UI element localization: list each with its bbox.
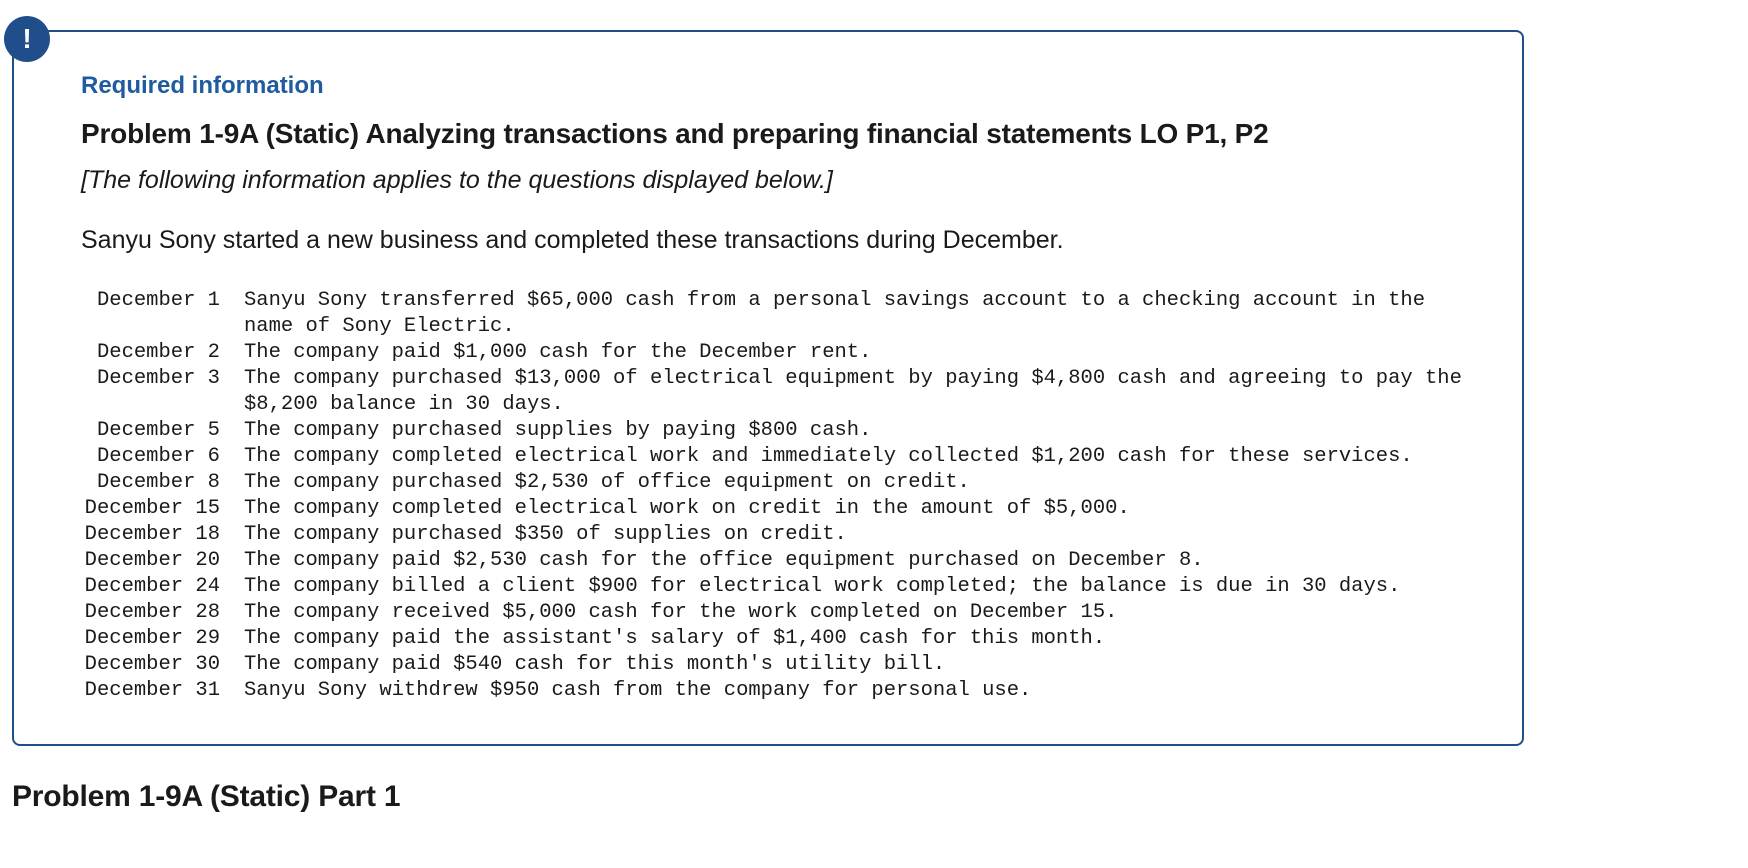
transaction-date: December 15 <box>84 497 220 520</box>
transaction-date: December 29 <box>84 627 220 650</box>
transaction-date: December 1 <box>96 289 220 312</box>
transaction-row <box>80 652 1464 678</box>
transaction-row <box>80 418 1464 444</box>
transaction-row <box>80 574 1464 600</box>
transaction-date: December 31 <box>84 679 220 702</box>
transaction-description: The company completed electrical work on credit in the amount of $5,000. <box>244 497 1130 520</box>
transaction-row <box>80 600 1464 626</box>
transaction-date: December 28 <box>84 601 220 624</box>
transaction-date: December 5 <box>96 419 220 442</box>
part-heading: Problem 1-9A (Static) Part 1 <box>12 780 401 813</box>
transaction-row <box>80 678 1464 704</box>
transaction-description: The company purchased $350 of supplies on credit. <box>244 523 847 546</box>
transaction-date: December 3 <box>96 367 220 390</box>
intro-text: Sanyu Sony started a new business and completed these transactions during December. <box>81 226 1064 254</box>
intro-note: [The following information applies to the questions displayed below.] <box>81 166 833 194</box>
transaction-description: The company received $5,000 cash for the work completed on December 15. <box>244 601 1118 624</box>
problem-title: Problem 1-9A (Static) Analyzing transactions and preparing financial statements LO P1, P2 <box>81 118 1269 149</box>
transaction-description: The company billed a client $900 for electrical work completed; the balance is due in 30 days. <box>244 575 1401 598</box>
transaction-description: Sanyu Sony withdrew $950 cash from the company for personal use. <box>244 679 1032 702</box>
transaction-row <box>80 548 1464 574</box>
transaction-row <box>80 340 1464 366</box>
transaction-description: The company paid $2,530 cash for the office equipment purchased on December 8. <box>244 549 1204 572</box>
transaction-description: The company paid $540 cash for this month's utility bill. <box>244 653 946 676</box>
transaction-row <box>80 366 1464 418</box>
transaction-date: December 30 <box>84 653 220 676</box>
transaction-description: The company completed electrical work and immediately collected $1,200 cash for these services. <box>244 445 1413 468</box>
transactions-list <box>80 288 1464 704</box>
transaction-row <box>80 288 1464 340</box>
transaction-description: Sanyu Sony transferred $65,000 cash from a personal savings account to a checking account in the name of Sony Electric. <box>244 289 1425 338</box>
exclamation-icon: ! <box>4 16 50 62</box>
transaction-description: The company purchased $13,000 of electrical equipment by paying $4,800 cash and agreeing to pay the $8,200 balance in 30 days. <box>244 367 1462 416</box>
transaction-row <box>80 496 1464 522</box>
transaction-description: The company paid the assistant's salary of $1,400 cash for this month. <box>244 627 1106 650</box>
transaction-description: The company purchased supplies by paying $800 cash. <box>244 419 872 442</box>
transaction-date: December 8 <box>96 471 220 494</box>
transaction-row <box>80 444 1464 470</box>
transaction-date: December 24 <box>84 575 220 598</box>
transaction-row <box>80 470 1464 496</box>
transaction-row <box>80 626 1464 652</box>
transaction-date: December 2 <box>96 341 220 364</box>
required-information-label: Required information <box>81 72 324 99</box>
transaction-date: December 18 <box>84 523 220 546</box>
transaction-row <box>80 522 1464 548</box>
transaction-description: The company paid $1,000 cash for the December rent. <box>244 341 872 364</box>
transaction-date: December 20 <box>84 549 220 572</box>
transaction-description: The company purchased $2,530 of office equipment on credit. <box>244 471 970 494</box>
transaction-date: December 6 <box>96 445 220 468</box>
